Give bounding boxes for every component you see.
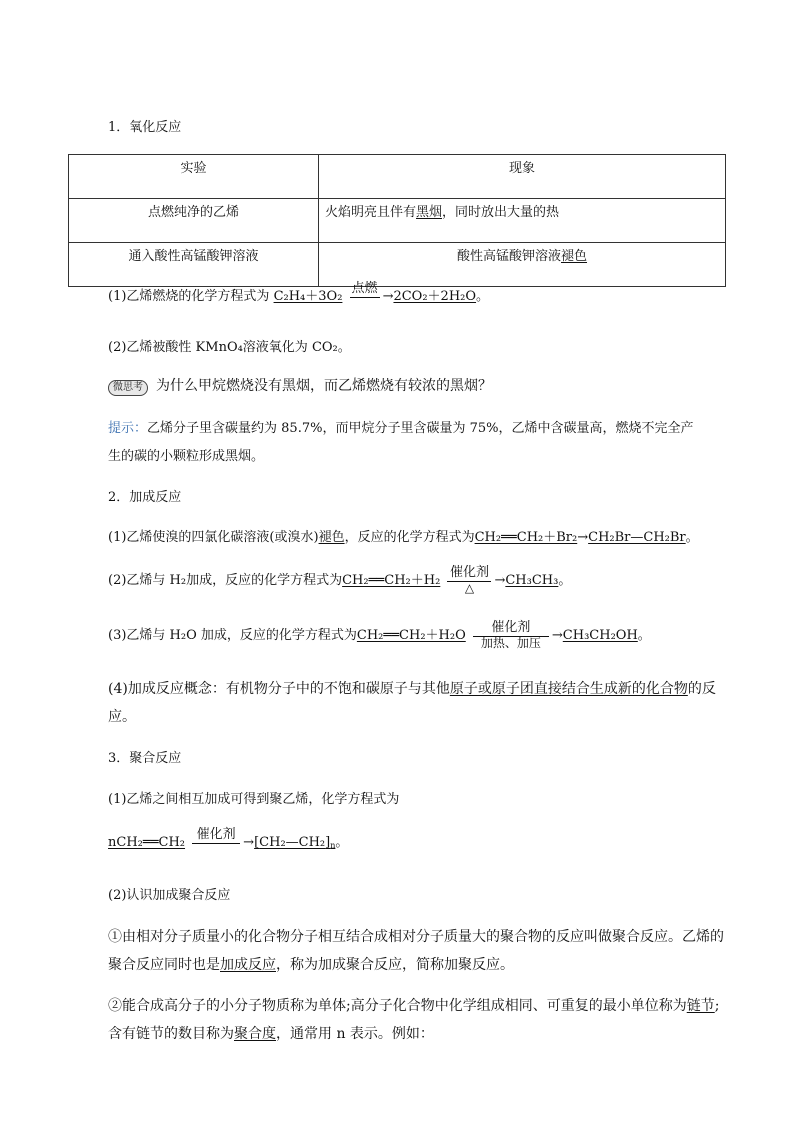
eq-text: ，反应的化学方程式为 (344, 530, 475, 545)
table-row (69, 243, 726, 287)
polymer-subheading: (2)认识加成聚合反应 (108, 888, 231, 903)
equation-combustion: (1)乙烯燃烧的化学方程式为 C₂H₄＋3O₂ 点燃 →2CO₂＋2H₂O。 (108, 282, 489, 311)
reaction-condition (473, 621, 549, 650)
condition-bottom: △ (464, 581, 475, 595)
polymer-intro: (1)乙烯之间相互加成可得到聚乙烯，化学方程式为 (108, 792, 400, 807)
table-cell-experiment: 通入酸性高锰酸钾溶液 (69, 243, 319, 287)
table-cell-phenomenon (319, 199, 726, 243)
concept-text: (4)加成反应概念：有机物分子中的不饱和碳原子与其他 (108, 681, 450, 697)
table-header-experiment: 实验 (69, 155, 319, 199)
cell-text: 火焰明亮且伴有 (325, 205, 417, 220)
cell-keyword: 黑烟 (416, 205, 443, 220)
section-heading-addition: 2．加成反应 (108, 490, 182, 505)
eq-prefix: (3)乙烯与 H₂O 加成，反应的化学方程式为 (108, 628, 357, 643)
polymer-para-1-line-2 (108, 954, 514, 974)
reaction-condition (350, 282, 380, 311)
eq-end: 。 (685, 530, 699, 545)
eq-reactants: C₂H₄＋3O₂ (273, 289, 343, 304)
table-row (69, 155, 726, 199)
table-cell-phenomenon (319, 243, 726, 287)
addition-concept-line-1 (108, 678, 716, 698)
eq-products: CH₂Br—CH₂Br (588, 530, 686, 545)
hint-line-1 (108, 417, 693, 436)
table-cell-experiment: 点燃纯净的乙烯 (69, 199, 319, 243)
para-text: 聚合反应同时也是 (108, 957, 220, 973)
polymer-para-2-line-1 (108, 995, 719, 1015)
para-keyword: 链节 (686, 998, 715, 1014)
think-badge: 微思考 (108, 380, 148, 396)
para-text: 含有链节的数目称为 (108, 1026, 234, 1042)
hint-line-2: 生的碳的小颗粒形成黑烟。 (108, 449, 265, 464)
condition-top: 催化剂 (491, 620, 531, 635)
equation-water: (3)乙烯与 H₂O 加成，反应的化学方程式为CH₂══CH₂＋H₂O 催化剂 加热、加压 →CH₃CH₂OH。 (108, 620, 651, 650)
condition-top: 点燃 (351, 281, 378, 296)
think-question-text: 为什么甲烷燃烧没有黑烟，而乙烯燃烧有较浓的黑烟？ (156, 378, 492, 394)
cell-text: ，同时放出大量的热 (442, 205, 560, 220)
eq-reactants: nCH₂══CH₂ (108, 835, 186, 850)
table-header-phenomenon: 现象 (319, 155, 726, 199)
eq-prefix: (1)乙烯燃烧的化学方程式为 (108, 289, 270, 304)
concept-text: 的反 (687, 681, 716, 697)
cell-keyword: 褪色 (561, 249, 588, 264)
polymer-para-1-line-1: ①由相对分子质量小的化合物分子相互结合成相对分子质量大的聚合物的反应叫做聚合反应。乙烯的 (108, 929, 724, 945)
concept-keyword: 原子或原子团直接结合生成新的化合物 (449, 681, 688, 697)
hint-text: 乙烯分子里含碳量约为 85.7%，而甲烷分子里含碳量为 75%，乙烯中含碳量高，燃烧不完全产 (147, 421, 694, 436)
eq-prefix: (2)乙烯与 H₂加成，反应的化学方程式为 (108, 573, 343, 588)
eq-end: 。 (637, 628, 651, 643)
para-text: ，通常用 n 表示。例如： (276, 1026, 434, 1042)
eq-reactants: CH₂══CH₂＋Br₂ (474, 530, 578, 545)
condition-bottom: 加热、加压 (480, 636, 541, 650)
think-question (108, 375, 492, 396)
eq-end: 。 (476, 289, 490, 304)
para-keyword: 聚合度 (234, 1026, 276, 1042)
reaction-condition (192, 828, 240, 857)
section-heading-oxidation: 1．氧化反应 (108, 120, 182, 135)
para-text: ; (714, 998, 720, 1014)
condition-top: 催化剂 (449, 565, 489, 580)
equation-bromine: (1)乙烯使溴的四氯化碳溶液(或溴水)褪色，反应的化学方程式为CH₂══CH₂＋Br₂→CH₂Br—CH₂Br。 (108, 530, 699, 545)
eq-end: 。 (558, 573, 572, 588)
oxidation-table (68, 154, 726, 287)
table-row (69, 199, 726, 243)
eq-prefix: (1)乙烯使溴的四氯化碳溶液(或溴水) (108, 530, 319, 545)
eq-products: CH₃CH₃ (505, 573, 559, 588)
cell-text: 酸性高锰酸钾溶液 (456, 249, 561, 264)
condition-top: 催化剂 (196, 827, 236, 842)
para-text: ，称为加成聚合反应，简称加聚反应。 (276, 957, 514, 973)
equation-hydrogen: (2)乙烯与 H₂加成，反应的化学方程式为CH₂══CH₂＋H₂ 催化剂 △ →CH₃CH₃。 (108, 565, 572, 595)
equation-polymer: nCH₂══CH₂ 催化剂 $\to[CH_2—CH_2]_n$。 (108, 828, 348, 857)
eq-reactants: CH₂══CH₂＋H₂O (356, 628, 466, 643)
eq-products: $[CH_2—CH_2]_n$ (254, 835, 336, 850)
eq-products: 2CO₂＋2H₂O (393, 289, 477, 304)
hint-label: 提示： (108, 421, 148, 436)
section-heading-polymerization: 3．聚合反应 (108, 751, 182, 766)
paragraph-kmno4: (2)乙烯被酸性 KMnO₄溶液氧化为 CO₂。 (108, 340, 351, 355)
polymer-para-2-line-2 (108, 1023, 434, 1043)
para-text: ②能合成高分子的小分子物质称为单体;高分子化合物中化学组成相同、可重复的最小单位称为 (108, 998, 687, 1014)
reaction-condition (447, 566, 491, 595)
polymer-unit: CH₂—CH₂ (259, 835, 326, 850)
eq-reactants: CH₂══CH₂＋H₂ (342, 573, 441, 588)
addition-concept-line-2: 应。 (108, 709, 136, 725)
para-keyword: 加成反应 (220, 957, 276, 973)
eq-end: 。 (335, 835, 349, 850)
eq-keyword: 褪色 (318, 530, 345, 545)
eq-products: CH₃CH₂OH (562, 628, 638, 643)
